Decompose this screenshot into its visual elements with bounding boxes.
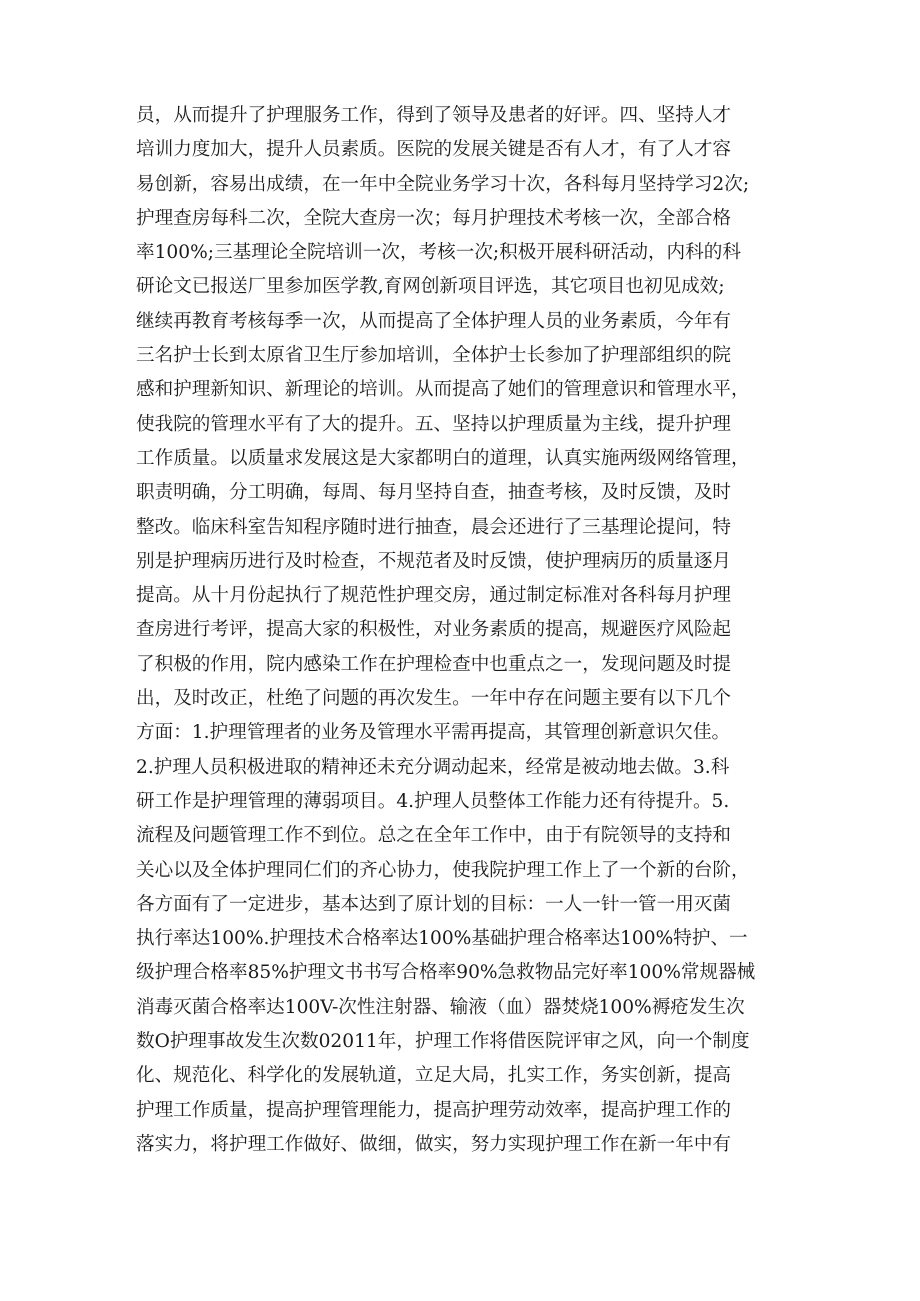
text-line: 率100%;三基理论全院培训一次，考核一次;积极开展科研活动，内科的科 [136, 242, 741, 264]
text-line: 研论文已报送厂里参加医学教,育网创新项目评选，其它项目也初见成效; [136, 276, 725, 298]
text-line: 级护理合格率85%护理文书书写合格率90%急救物品完好率100%常规器械 [136, 962, 756, 984]
text-line: 职责明确，分工明确，每周、每月坚持自查，抽查考核，及时反馈，及时 [136, 482, 732, 504]
text-line: 别是护理病历进行及时检查，不规范者及时反馈，使护理病历的质量逐月 [136, 550, 732, 572]
text-line: 了积极的作用，院内感染工作在护理检查中也重点之一，发现问题及时提 [136, 653, 732, 675]
text-line: 执行率达100%.护理技术合格率达100%基础护理合格率达100%特护、一 [136, 928, 748, 950]
text-line: 2.护理人员积极进取的精神还未充分调动起来，经常是被动地去做。3.科 [136, 756, 730, 778]
text-line: 关心以及全体护理同仁们的齐心协力，使我院护理工作上了一个新的台阶， [136, 859, 750, 881]
text-line: 使我院的管理水平有了大的提升。五、坚持以护理质量为主线，提升护理 [136, 413, 732, 435]
text-line: 感和护理新知识、新理论的培训。从而提高了她们的管理意识和管理水平， [136, 379, 750, 401]
text-line: 工作质量。以质量求发展这是大家都明白的道理，认真实施两级网络管理， [136, 447, 750, 469]
text-line: 提高。从十月份起执行了规范性护理交房，通过制定标准对各科每月护理 [136, 585, 732, 607]
text-line: 流程及问题管理工作不到位。总之在全年工作中，由于有院领导的支持和 [136, 825, 732, 847]
text-line: 三名护士长到太原省卫生厅参加培训，全体护士长参加了护理部组织的院 [136, 345, 732, 367]
body-text [136, 99, 786, 1162]
text-line: 员，从而提升了护理服务工作，得到了领导及患者的好评。四、坚持人才 [136, 105, 732, 126]
text-line: 护理查房每科二次，全院大查房一次；每月护理技术考核一次，全部合格 [136, 207, 732, 229]
text-line: 研工作是护理管理的薄弱项目。4.护理人员整体工作能力还有待提升。5. [136, 790, 730, 812]
text-line: 各方面有了一定进步，基本达到了原计划的目标：一人一针一管一用灭菌 [136, 893, 732, 915]
text-line: 继续再教育考核每季一次，从而提高了全体护理人员的业务素质，今年有 [136, 310, 732, 332]
text-line: 化、规范化、科学化的发展轨道，立足大局，扎实工作，务实创新，提高 [136, 1065, 732, 1087]
text-line: 落实力，将护理工作做好、做细，做实，努力实现护理工作在新一年中有 [136, 1133, 732, 1155]
text-line: 查房进行考评，提高大家的积极性，对业务素质的提高，规避医疗风险起 [136, 619, 732, 641]
text-line: 方面：1.护理管理者的业务及管理水平需再提高，其管理创新意识欠佳。 [136, 722, 731, 744]
text-line: 消毒灭菌合格率达100V-次性注射器、输液（血）器焚烧100%褥疮发生次 [136, 996, 745, 1018]
text-line: 整改。临床科室告知程序随时进行抽查，晨会还进行了三基理论提问，特 [136, 516, 732, 538]
text-line: 易创新，容易出成绩，在一年中全院业务学习十次，各科每月坚持学习2次; [136, 173, 750, 195]
text-line: 护理工作质量，提高护理管理能力，提高护理劳动效率，提高护理工作的 [136, 1099, 732, 1121]
text-line: 出，及时改正，杜绝了问题的再次发生。一年中存在问题主要有以下几个 [136, 688, 732, 710]
text-line: 数O护理事故发生次数02011年，护理工作将借医院评审之风，向一个制度 [136, 1031, 750, 1053]
text-line: 培训力度加大，提升人员素质。医院的发展关键是否有人才，有了人才容 [136, 139, 732, 161]
